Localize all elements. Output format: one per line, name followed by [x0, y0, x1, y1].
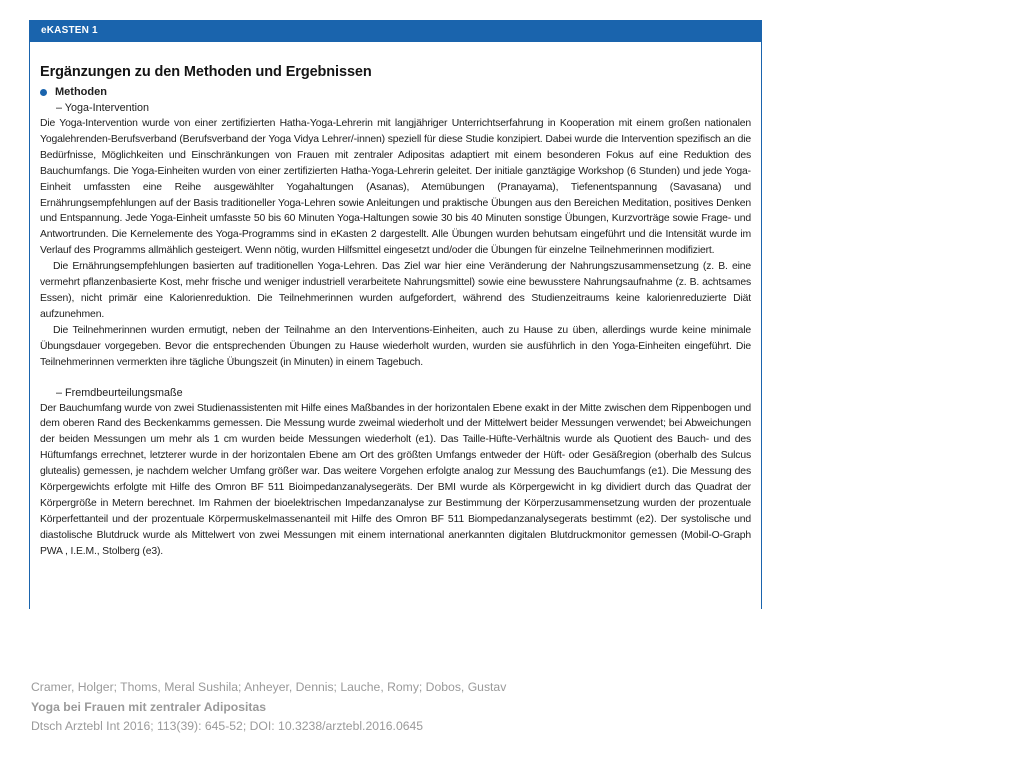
citation-authors: Cramer, Holger; Thoms, Meral Sushila; Anheyer, Dennis; Lauche, Romy; Dobos, Gustav: [31, 680, 507, 694]
section-heading-methoden: [40, 85, 751, 100]
box-content: [30, 63, 761, 560]
box-title: Ergänzungen zu den Methoden und Ergebnissen: [40, 64, 372, 80]
paragraph-yoga-intervention: Die Yoga-Intervention wurde von einer zertifizierten Hatha-Yoga-Lehrerin mit langjähriger Unterrichtserfahrung in Kooperation mit einem großen nationalen Yogalehrenden-Berufsverband (Berufsverband der Yoga Vidya Lehrer/-innen) speziell für diese Studie konzipiert. Dabei wurde die Intervention spezifisch an die Bedürfnisse, Möglichkeiten und Einschränkungen von Frauen mit zentraler Adipositas adaptiert mit einem besonderen Fokus auf eine Reduktion des Bauchumfangs. Die Yoga-Einheiten wurden von einer zertifizierten Hatha-Yoga-Lehrerin geleitet. Der initiale ganztägige Workshop (6 Stunden) und jede Yoga-Einheit umfassten eine Reihe ausgewählter Yogahaltungen (Asanas), Atemübungen (Pranayama), Tiefenentspannung (Savasana) und Ernährungsempfehlungen auf der Basis traditioneller Yoga-Lehren sowie Anleitungen und praktische Übungen aus den Bereichen Meditation, positives Denken und Entspannung. Jede Yoga-Einheit umfasste 50 bis 60 Minuten Yoga-Haltungen sowie 30 bis 40 Minuten sonstige Übungen, Kurzvorträge sowie Frage- und Antwortrunden. Die Kernelemente des Yoga-Programms sind in eKasten 2 dargestellt. Alle Übungen wurden behutsam eingeführt und die Intensität wurde im Verlauf des Programms allmählich gesteigert. Wenn nötig, wurden Hilfsmittel eingesetzt und/oder die Übungen für einzelne Teilnehmerinnen modifiziert.: [40, 118, 751, 257]
ekasten-box: [29, 20, 762, 609]
citation-title: Yoga bei Frauen mit zentraler Adipositas: [31, 699, 266, 714]
bullet-icon: [40, 89, 47, 96]
subsection-heading-fremdbeurteilung: – Fremdbeurteilungsmaße: [56, 386, 183, 399]
paragraph-ernaehrung: Die Ernährungsempfehlungen basierten auf traditionellen Yoga-Lehren. Das Ziel war hier eine Veränderung der Nahrungszusammensetzung (z. B. eine vermehrt pflanzenbasierte Kost, mehr frische und weniger industriell verarbeitete Nahrungsmittel) sowie eine bewusstere Nahrungsaufnahme (z. B. achtsames Essen), nicht primär eine Kalorienreduktion. Die Teilnehmerinnen wurden aufgefordert, während des Studienzeitraums keine kalorienreduzierte Diät aufzunehmen.: [40, 261, 751, 320]
citation-journal: Dtsch Arztebl Int 2016; 113(39): 645-52; DOI: 10.3238/arztebl.2016.0645: [31, 719, 424, 733]
subsection-heading-yoga-intervention: – Yoga-Intervention: [56, 102, 150, 114]
paragraph-fremdbeurteilung: Der Bauchumfang wurde von zwei Studienassistenten mit Hilfe eines Maßbandes in der horizontalen Ebene exakt in der Mitte zwischen dem Rippenbogen und dem oberen Rand des Beckenkamms gemessen. Die Messung wurde zweimal wiederholt und der Mittelwert beider Messungen verwendet; bei Abweichungen der beiden Messungen um mehr als 1 cm wurden beide Messungen wiederholt (e1). Das Taille-Hüfte-Verhältnis wurde als Quotient des Bauch- und des Hüftumfangs errechnet, letzterer wurde in der horizontalen Ebene am Ort des größten Umfangs entweder der Hüft- oder Gesäßregion (oberhalb des Sulcus glutealis) gemessen, je nachdem welcher Umfang größer war. Das weitere Vorgehen erfolgte analog zur Messung des Bauchumfangs (e1). Die Messung des Körpergewichts erfolgte mit Hilfe des Omron BF 511 Bioimpedanzanalysegeräts. Der BMI wurde als Körpergewicht in kg dividiert durch das Quadrat der Körpergröße in Metern berechnet. Im Rahmen der bioelektrischen Impedanzanalyse zur Bestimmung der Körperzusammensetzung wurden der prozentuale Körperfettanteil und der prozentuale Körpermuskelmassenanteil mit Hilfe des Omron BF 511 Biompedanzanalysegerats bestimmt (e2). Der systolische und diastolische Blutdruck wurde als Mittelwert von zwei Messungen mit einem international anerkannten digitalen Blutdruckmonitor gemessen (Mobil-O-Graph PWA , I.E.M., Stolberg (e3).: [40, 402, 751, 557]
section-gap: [40, 371, 751, 385]
box-label: eKASTEN 1: [30, 20, 761, 42]
section-heading-label: Methoden: [55, 86, 107, 98]
paragraph-hausuebungen: Die Teilnehmerinnen wurden ermutigt, neben der Teilnahme an den Interventions-Einheiten, auch zu Hause zu üben, allerdings wurde keine minimale Übungsdauer vorgegeben. Bevor die entsprechenden Übungen zu Hause wiederholt wurden, wurden sie ausführlich in den Yoga-Einheiten eingeführt. Die Teilnehmerinnen vermerkten ihre tägliche Übungszeit (in Minuten) in einem Tagebuch.: [40, 324, 751, 368]
citation: [31, 678, 506, 737]
